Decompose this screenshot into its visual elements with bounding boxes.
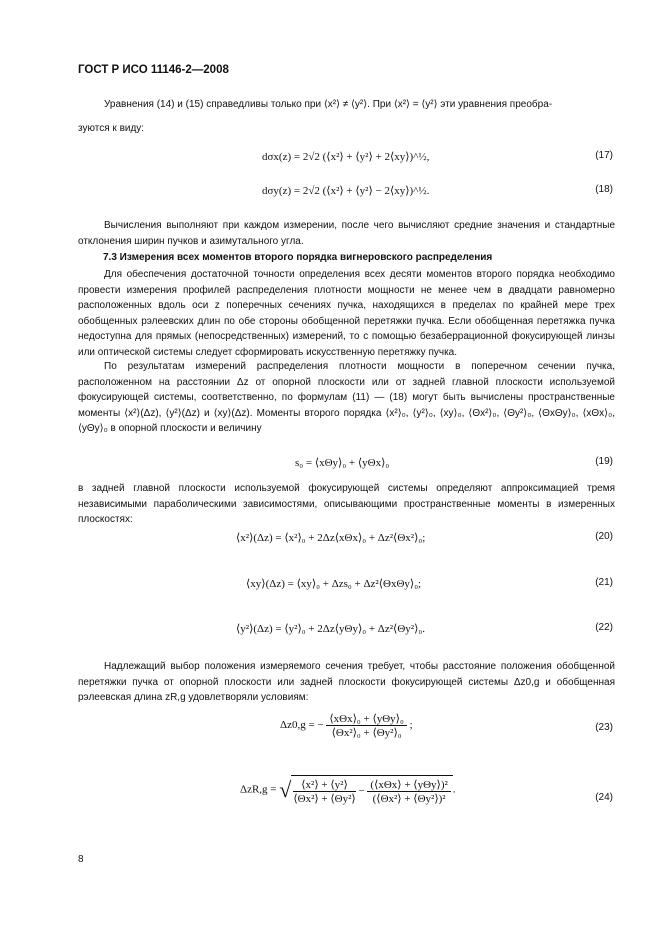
minus-sign: − <box>358 785 365 798</box>
equation-23-fraction <box>326 712 406 739</box>
equation-24-b-numerator: (⟨xΘx⟩ + ⟨yΘy⟩)² <box>367 778 450 792</box>
equation-24-b-denominator: (⟨Θx²⟩ + ⟨Θy²⟩)² <box>372 793 446 805</box>
page-number: 8 <box>78 854 84 865</box>
equation-19: s₀ = ⟨xΘy⟩₀ + ⟨yΘx⟩₀ <box>295 457 390 469</box>
section-heading: 7.3 Измерения всех моментов второго порядка вигнеровского распределения <box>103 252 493 263</box>
equation-23 <box>280 712 413 739</box>
equation-24-tail: . <box>452 783 456 796</box>
equation-20-number: (20) <box>595 531 613 542</box>
equation-23-number: (23) <box>595 722 613 733</box>
paragraph-2: Вычисления выполняют при каждом измерении, после чего вычисляют средние значения и стандартные отклонения ширин пучков и азимутального угла. <box>78 220 615 247</box>
equation-24-lhs: ΔzR,g = <box>240 783 277 796</box>
equation-23-denominator: ⟨Θx²⟩₀ + ⟨Θy²⟩₀ <box>331 727 402 739</box>
equation-23-tail: ; <box>409 719 413 732</box>
equation-21-number: (21) <box>595 577 613 588</box>
paragraph-1-line-1: Уравнения (14) и (15) справедливы только при ⟨x²⟩ ≠ ⟨y²⟩. При ⟨x²⟩ = ⟨y²⟩ эти уравнения преобра- <box>104 99 553 110</box>
equation-24-a-denominator: ⟨Θx²⟩ + ⟨Θy²⟩ <box>293 793 356 805</box>
equation-23-numerator: ⟨xΘx⟩₀ + ⟨yΘy⟩₀ <box>326 712 406 726</box>
paragraph-5: в задней главной плоскости используемой фокусирующей системы определяют аппроксимацией тремя независимыми параболическими зависимостями, описывающими пространственные моменты в измеренных плоскостях: <box>78 483 615 525</box>
equation-17: dσx(z) = 2√2 (⟨x²⟩ + ⟨y²⟩ + 2⟨xy⟩)^½, <box>262 151 430 163</box>
equation-17-number: (17) <box>595 150 613 161</box>
equation-18: dσy(z) = 2√2 (⟨x²⟩ + ⟨y²⟩ − 2⟨xy⟩)^½. <box>262 185 430 197</box>
paragraph-6: Надлежащий выбор положения измеряемого сечения требует, чтобы расстояние положения обобщенной перетяжки пучка от опорной плоскости или задней плоскости фокусирующей системы Δz0,g и обобщенная рэлеевская длина zR,g удовлетворяли условиям: <box>78 661 615 703</box>
equation-21: ⟨xy⟩(Δz) = ⟨xy⟩₀ + Δzs₀ + Δz²⟨ΘxΘy⟩₀; <box>246 578 422 590</box>
equation-19-number: (19) <box>595 456 613 467</box>
equation-18-number: (18) <box>595 184 613 195</box>
document-header: ГОСТ Р ИСО 11146-2—2008 <box>78 64 229 76</box>
equation-24-fraction-b <box>367 778 450 805</box>
square-root-sign: √ <box>279 777 292 802</box>
equation-24 <box>240 775 456 805</box>
equation-24-number: (24) <box>595 792 613 803</box>
equation-20: ⟨x²⟩(Δz) = ⟨x²⟩₀ + 2Δz⟨xΘx⟩₀ + Δz²⟨Θx²⟩₀; <box>236 532 426 544</box>
paragraph-1-line-2: зуются к виду: <box>78 123 145 134</box>
equation-23-lhs: Δz0,g = − <box>280 719 324 732</box>
paragraph-4: По результатам измерений распределения плотности мощности в поперечном сечении пучка, расположенном на расстоянии Δz от опорной плоскости или от задней главной плоскости используемой фокусирующей системы, соответственно, по формулам (11) — (18) могут быть вычислены пространственные моменты ⟨x²⟩(Δz), ⟨y²⟩(Δz) и ⟨xy⟩(Δz). Моменты второго порядка ⟨x²⟩₀, ⟨y²⟩₀, ⟨xy⟩₀, ⟨Θx²⟩₀, ⟨Θy²⟩₀, ⟨ΘxΘy⟩₀, ⟨xΘx⟩₀, ⟨yΘy⟩₀ в опорной плоскости и величину <box>78 361 615 434</box>
equation-22: ⟨y²⟩(Δz) = ⟨y²⟩₀ + 2Δz⟨yΘy⟩₀ + Δz²⟨Θy²⟩₀. <box>236 623 425 635</box>
equation-24-a-numerator: ⟨x²⟩ + ⟨y²⟩ <box>293 778 355 792</box>
equation-24-fraction-a <box>293 778 355 805</box>
equation-24-radicand <box>291 775 452 805</box>
equation-22-number: (22) <box>595 622 613 633</box>
paragraph-3: Для обеспечения достаточной точности определения всех десяти моментов второго порядка необходимо провести измерения профилей распределения плотности мощности не менее чем в двадцати равномерно расположенных вдоль оси z поперечных сечениях пучка, находящихся в пределах по крайней мере трех обобщенных рэлеевских длин по обе стороны обобщенной перетяжки пучка. Если обобщенная перетяжка пучка недоступна для прямых (непосредственных) измерений, то с помощью безаберрационной фокусирующей линзы или оптической системы следует сформировать искусственную перетяжку пучка. <box>78 269 615 358</box>
